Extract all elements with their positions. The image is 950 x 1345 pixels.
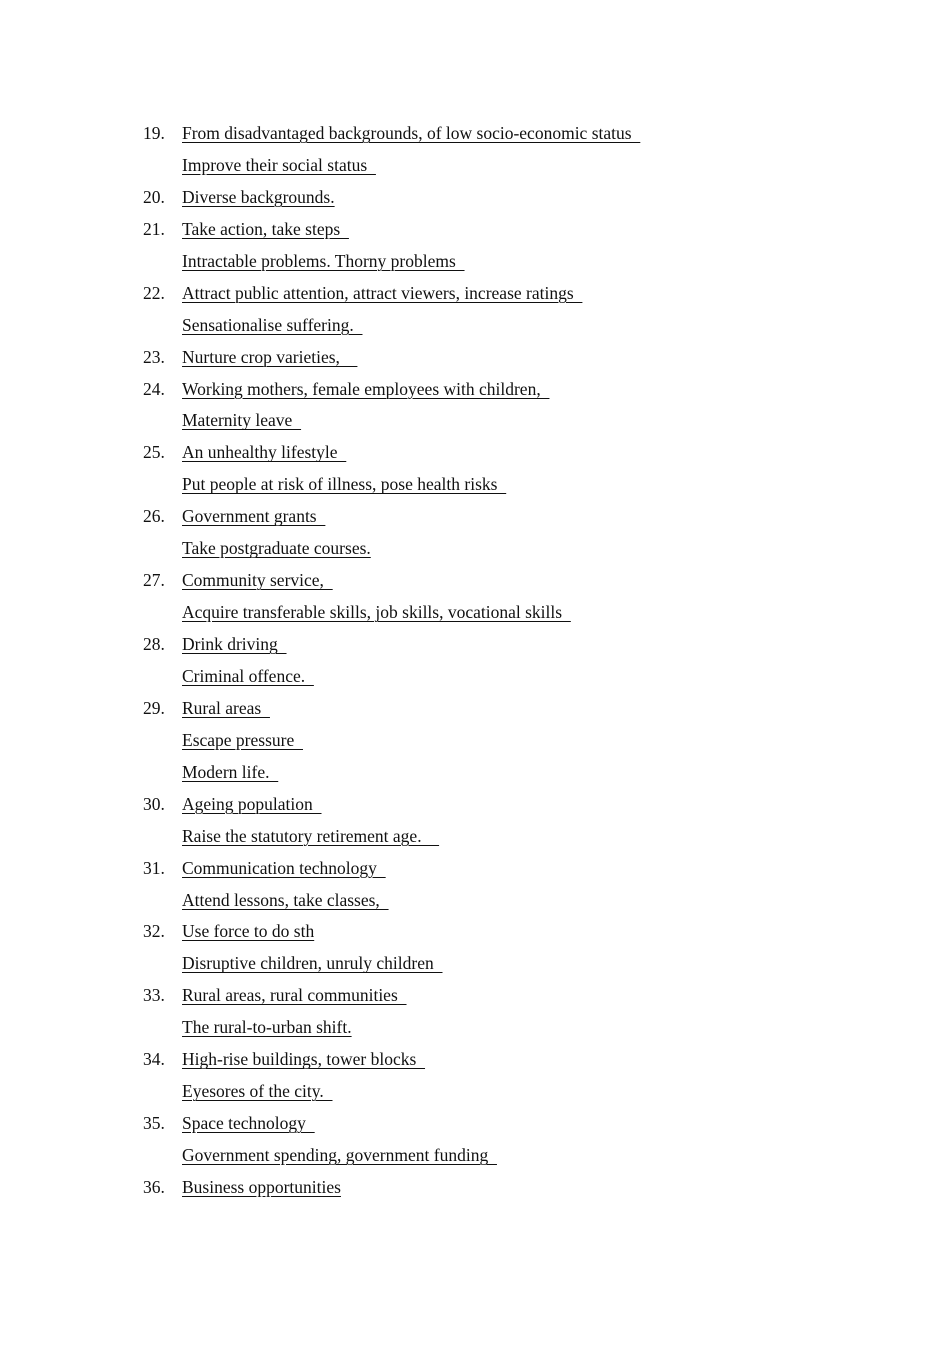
item-text: Take postgraduate courses. (182, 538, 371, 559)
item-text: Government grants (182, 506, 326, 527)
item-text: An unhealthy lifestyle (182, 442, 347, 463)
item-text: High-rise buildings, tower blocks (182, 1049, 426, 1070)
list-item (143, 310, 903, 342)
list-item (143, 278, 903, 310)
item-text: Drink driving (182, 634, 287, 654)
item-text: Criminal offence. (182, 665, 314, 686)
list-item (143, 725, 903, 757)
item-text: Intractable problems. Thorny problems (182, 250, 465, 271)
list-item (143, 789, 903, 821)
list-item (143, 118, 903, 150)
item-text: Attend lessons, take classes, (182, 889, 389, 910)
list-item (143, 437, 903, 469)
list-item (143, 661, 903, 693)
item-number: 20. (143, 186, 165, 207)
item-text: Business opportunities (182, 1176, 341, 1197)
item-text: Disruptive children, unruly children (182, 953, 443, 974)
list-item (143, 1140, 903, 1172)
list-item (143, 214, 903, 246)
item-number: 19. (143, 123, 165, 143)
list-item (143, 757, 903, 789)
list-item (143, 629, 903, 661)
item-text: Maternity leave (182, 410, 302, 431)
list-item (143, 565, 903, 597)
item-number: 30. (143, 793, 165, 814)
item-text: Diverse backgrounds. (182, 186, 335, 207)
item-number: 36. (143, 1176, 165, 1197)
list-item (143, 182, 903, 214)
list-item (143, 342, 903, 374)
item-text: Improve their social status (182, 154, 376, 175)
list-item (143, 246, 903, 278)
vocabulary-list (143, 118, 903, 1204)
item-number: 35. (143, 1113, 165, 1134)
item-number: 27. (143, 570, 165, 591)
item-number: 31. (143, 857, 165, 878)
item-number: 32. (143, 921, 165, 942)
item-number: 26. (143, 506, 165, 527)
item-text: Sensationalise suffering. (182, 314, 363, 335)
item-number: 23. (143, 346, 165, 367)
list-item (143, 821, 903, 853)
item-text: Modern life. (182, 761, 279, 782)
list-item (143, 405, 903, 437)
item-number: 29. (143, 697, 165, 718)
item-number: 34. (143, 1049, 165, 1070)
item-text: The rural-to-urban shift. (182, 1017, 352, 1038)
item-text: Rural areas (182, 697, 270, 718)
list-item (143, 1076, 903, 1108)
item-text: Communication technology (182, 857, 386, 878)
item-text: Community service, (182, 570, 333, 591)
list-item (143, 469, 903, 501)
item-text: Raise the statutory retirement age. (182, 825, 440, 846)
item-text: Rural areas, rural communities (182, 985, 407, 1006)
list-item (143, 948, 903, 980)
list-item (143, 1044, 903, 1076)
list-item (143, 916, 903, 948)
list-item (143, 150, 903, 182)
item-number: 25. (143, 442, 165, 463)
list-item (143, 533, 903, 565)
item-text: Eyesores of the city. (182, 1081, 333, 1102)
list-item (143, 1012, 903, 1044)
item-number: 21. (143, 218, 165, 239)
list-item (143, 980, 903, 1012)
list-item (143, 885, 903, 917)
item-number: 28. (143, 634, 165, 654)
list-item (143, 1172, 903, 1204)
item-text: Put people at risk of illness, pose health risks (182, 474, 507, 495)
item-number: 22. (143, 282, 165, 303)
item-text: From disadvantaged backgrounds, of low socio-economic status (182, 123, 641, 143)
item-number: 24. (143, 378, 165, 399)
list-item (143, 597, 903, 629)
item-number: 33. (143, 985, 165, 1006)
item-text: Working mothers, female employees with children, (182, 378, 550, 399)
list-item (143, 853, 903, 885)
item-text: Use force to do sth (182, 921, 315, 942)
item-text: Acquire transferable skills, job skills, vocational skills (182, 602, 571, 623)
list-item (143, 374, 903, 406)
item-text: Escape pressure (182, 729, 303, 750)
item-text: Attract public attention, attract viewers, increase ratings (182, 282, 583, 303)
list-item (143, 693, 903, 725)
item-text: Government spending, government funding (182, 1145, 497, 1165)
item-text: Take action, take steps (182, 218, 349, 239)
item-text: Nurture crop varieties, (182, 346, 358, 367)
list-item (143, 1108, 903, 1140)
list-item (143, 501, 903, 533)
item-text: Ageing population (182, 793, 322, 814)
item-text: Space technology (182, 1113, 315, 1134)
